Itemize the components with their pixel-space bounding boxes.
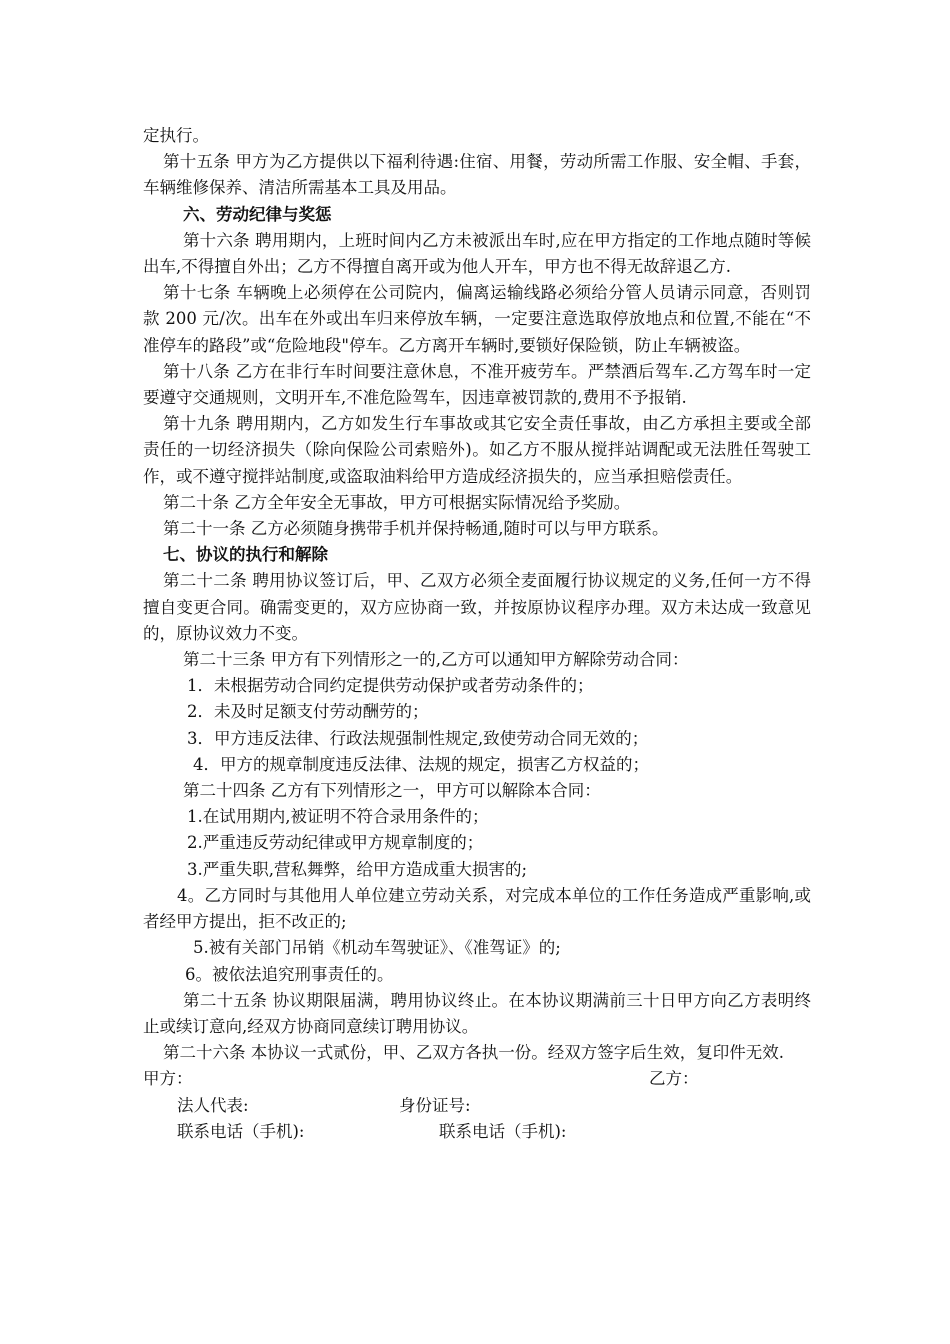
paragraph: 第二十二条 聘用协议签订后，甲、乙双方必须全麦面履行协议规定的义务,任何一方不得擅自变更合同。确需变更的，双方应协商一致，并按原协议程序办理。双方未达成一致意见的，原协议效力不变。 — [143, 571, 811, 643]
list-item: 4。乙方同时与其他用人单位建立劳动关系，对完成本单位的工作任务造成严重影响,或者经甲方提出，拒不改正的; — [143, 885, 811, 932]
list-item: 5.被有关部门吊销《机动车驾驶证》、《准驾证》的; — [193, 938, 561, 958]
legal-rep-label: 法人代表: — [177, 1095, 249, 1115]
section-heading: 六、劳动纪律与奖惩 — [183, 204, 332, 224]
paragraph: 第二十六条 本协议一式贰份，甲、乙双方各执一份。经双方签字后生效，复印件无效. — [163, 1043, 784, 1063]
document-page — [143, 123, 811, 1145]
paragraph: 第十七条 车辆晚上必须停在公司院内，偏离运输线路必须给分管人员请示同意，否则罚款 200 元/次。出车在外或出车归来停放车辆，一定要注意选取停放地点和位置,不能在“不准停车的路段”或“危险地段"停车。乙方离开车辆时,要锁好保险锁，防止车辆被盗。 — [143, 283, 811, 355]
paragraph: 第十五条 甲方为乙方提供以下福利待遇:住宿、用餐，劳动所需工作服、安全帽、手套，车辆维修保养、清洁所需基本工具及用品。 — [143, 152, 811, 198]
paragraph: 定执行。 — [143, 126, 209, 145]
paragraph: 第二十一条 乙方必须随身携带手机并保持畅通,随时可以与甲方联系。 — [163, 519, 669, 539]
paragraph: 第十九条 聘用期内，乙方如发生行车事故或其它安全责任事故，由乙方承担主要或全部责任的一切经济损失（除向保险公司索赔外)。如乙方不服从搅拌站调配或无法胜任驾驶工作，或不遵守搅拌站制度,或盗取油料给甲方造成经济损失的，应当承担赔偿责任。 — [143, 414, 811, 486]
party-b-label: 乙方： — [649, 1069, 699, 1089]
paragraph: 第二十条 乙方全年安全无事故，甲方可根据实际情况给予奖励。 — [163, 492, 631, 512]
party-a-label: 甲方： — [143, 1069, 193, 1089]
signature-row-rep — [143, 1093, 811, 1119]
list-item: 2．未及时足额支付劳动酬劳的； — [187, 702, 429, 722]
list-item: 2.严重违反劳动纪律或甲方规章制度的； — [187, 833, 484, 853]
list-item: 1.在试用期内,被证明不符合录用条件的； — [187, 807, 489, 827]
paragraph: 第二十三条 甲方有下列情形之一的,乙方可以通知甲方解除劳动合同： — [183, 650, 689, 670]
list-item: 4．甲方的规章制度违反法律、法规的规定，损害乙方权益的； — [193, 754, 649, 774]
list-item: 3.严重失职,营私舞弊，给甲方造成重大损害的; — [187, 859, 528, 879]
list-item: 6。被依法追究刑事责任的。 — [185, 964, 394, 984]
list-item: 1．未根据劳动合同约定提供劳动保护或者劳动条件的； — [187, 676, 594, 696]
list-item: 3．甲方违反法律、行政法规强制性规定,致使劳动合同无效的； — [187, 728, 649, 748]
phone-b-label: 联系电话（手机): — [439, 1121, 567, 1141]
paragraph: 第二十四条 乙方有下列情形之一，甲方可以解除本合同： — [183, 781, 601, 801]
signature-row-phone — [143, 1119, 811, 1145]
paragraph: 第十八条 乙方在非行车时间要注意休息，不准开疲劳车。严禁酒后驾车.乙方驾车时一定要遵守交通规则，文明开车,不准危险驾车，因违章被罚款的,费用不予报销. — [143, 361, 811, 408]
paragraph: 第十六条 聘用期内，上班时间内乙方未被派出车时,应在甲方指定的工作地点随时等候出车,不得擅自外出；乙方不得擅自离开或为他人开车，甲方也不得无故辞退乙方. — [143, 230, 811, 277]
section-heading: 七、协议的执行和解除 — [163, 545, 328, 565]
phone-a-label: 联系电话（手机): — [177, 1121, 305, 1141]
signature-row-parties — [143, 1066, 811, 1092]
paragraph: 第二十五条 协议期限届满，聘用协议终止。在本协议期满前三十日甲方向乙方表明终止或续订意向,经双方协商同意续订聘用协议。 — [143, 990, 811, 1036]
id-number-label: 身份证号: — [399, 1095, 471, 1115]
